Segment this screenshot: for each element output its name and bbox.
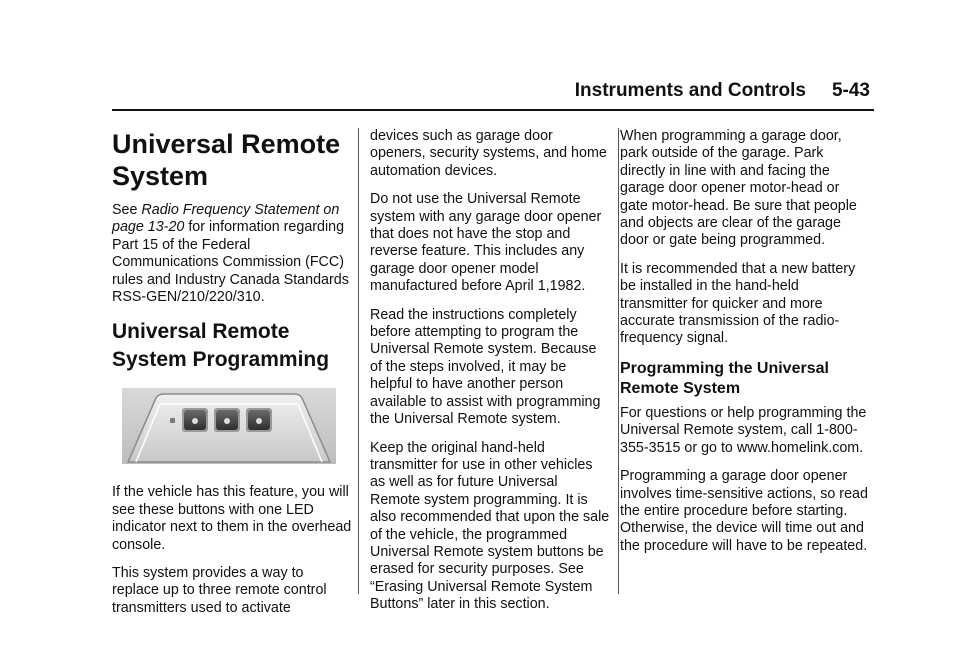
paragraph: This system provides a way to replace up to three remote control transmitters used to activate bbox=[112, 565, 327, 616]
remote-button-1 bbox=[182, 408, 208, 432]
paragraph: Programming a garage door opener involves time-sensitive actions, so read the entire procedure before starting. Otherwise, the device will time out and the procedure will have to be repeated. bbox=[620, 468, 868, 554]
column-3 bbox=[620, 128, 870, 566]
intro-paragraph bbox=[112, 202, 352, 306]
section-title: Instruments and Controls bbox=[574, 80, 806, 101]
section-heading: Universal Remote System bbox=[112, 129, 341, 191]
overhead-console-buttons-image bbox=[122, 388, 336, 464]
remote-button-2 bbox=[214, 408, 240, 432]
paragraph: devices such as garage door openers, security systems, and home automation devices. bbox=[370, 128, 607, 179]
cross-reference-link[interactable]: Radio Frequency Statement on page 13-20 bbox=[112, 202, 340, 236]
column-divider bbox=[618, 128, 619, 594]
subsection-heading: Programming the Universal Remote System bbox=[620, 359, 829, 397]
paragraph: Read the instructions completely before attempting to program the Universal Remote system. Because of the steps involved, it may be helpful to have another person available to assist with programming the Universal Remote system. bbox=[370, 306, 601, 428]
paragraph: For questions or help programming the Universal Remote system, call 1-800-355-3515 or go to www.homelink.com. bbox=[620, 404, 867, 456]
paragraph: If the vehicle has this feature, you will see these buttons with one LED indicator next to them in the overhead console. bbox=[112, 484, 352, 553]
paragraph: Do not use the Universal Remote system with any garage door opener that does not have the stop and reverse feature. This includes any garage door opener model manufactured before April 1,1982. bbox=[370, 191, 602, 295]
column-divider bbox=[358, 128, 359, 594]
subsection-heading: Universal Remote System Programming bbox=[112, 320, 330, 372]
page-number: 5-43 bbox=[831, 80, 870, 101]
column-2 bbox=[370, 128, 610, 625]
page-header bbox=[560, 80, 870, 102]
header-rule bbox=[112, 109, 874, 111]
remote-button-3 bbox=[246, 408, 272, 432]
intro-suffix: for information regarding Part 15 of the Federal Communications Commission (FCC) rules and Industry Canada Standards RSS-GEN/210/220/310. bbox=[112, 219, 349, 306]
intro-prefix: See bbox=[112, 202, 142, 218]
column-1 bbox=[112, 128, 352, 628]
paragraph: It is recommended that a new battery be installed in the hand-held transmitter for quicker and more accurate transmission of the radio-frequency signal. bbox=[620, 260, 856, 347]
paragraph: When programming a garage door, park outside of the garage. Park directly in line with and facing the garage door opener motor-head or gate motor-head. Be sure that people and objects are clear of the garage door or gate being programmed. bbox=[620, 128, 857, 249]
paragraph: Keep the original hand-held transmitter for use in other vehicles as well as for future Universal Remote system programming. It is also recommended that upon the sale of the vehicle, the programmed Universal Remote system buttons be erased for security purposes. See “Erasing Universal Remote System Buttons” later in this section. bbox=[370, 439, 610, 613]
